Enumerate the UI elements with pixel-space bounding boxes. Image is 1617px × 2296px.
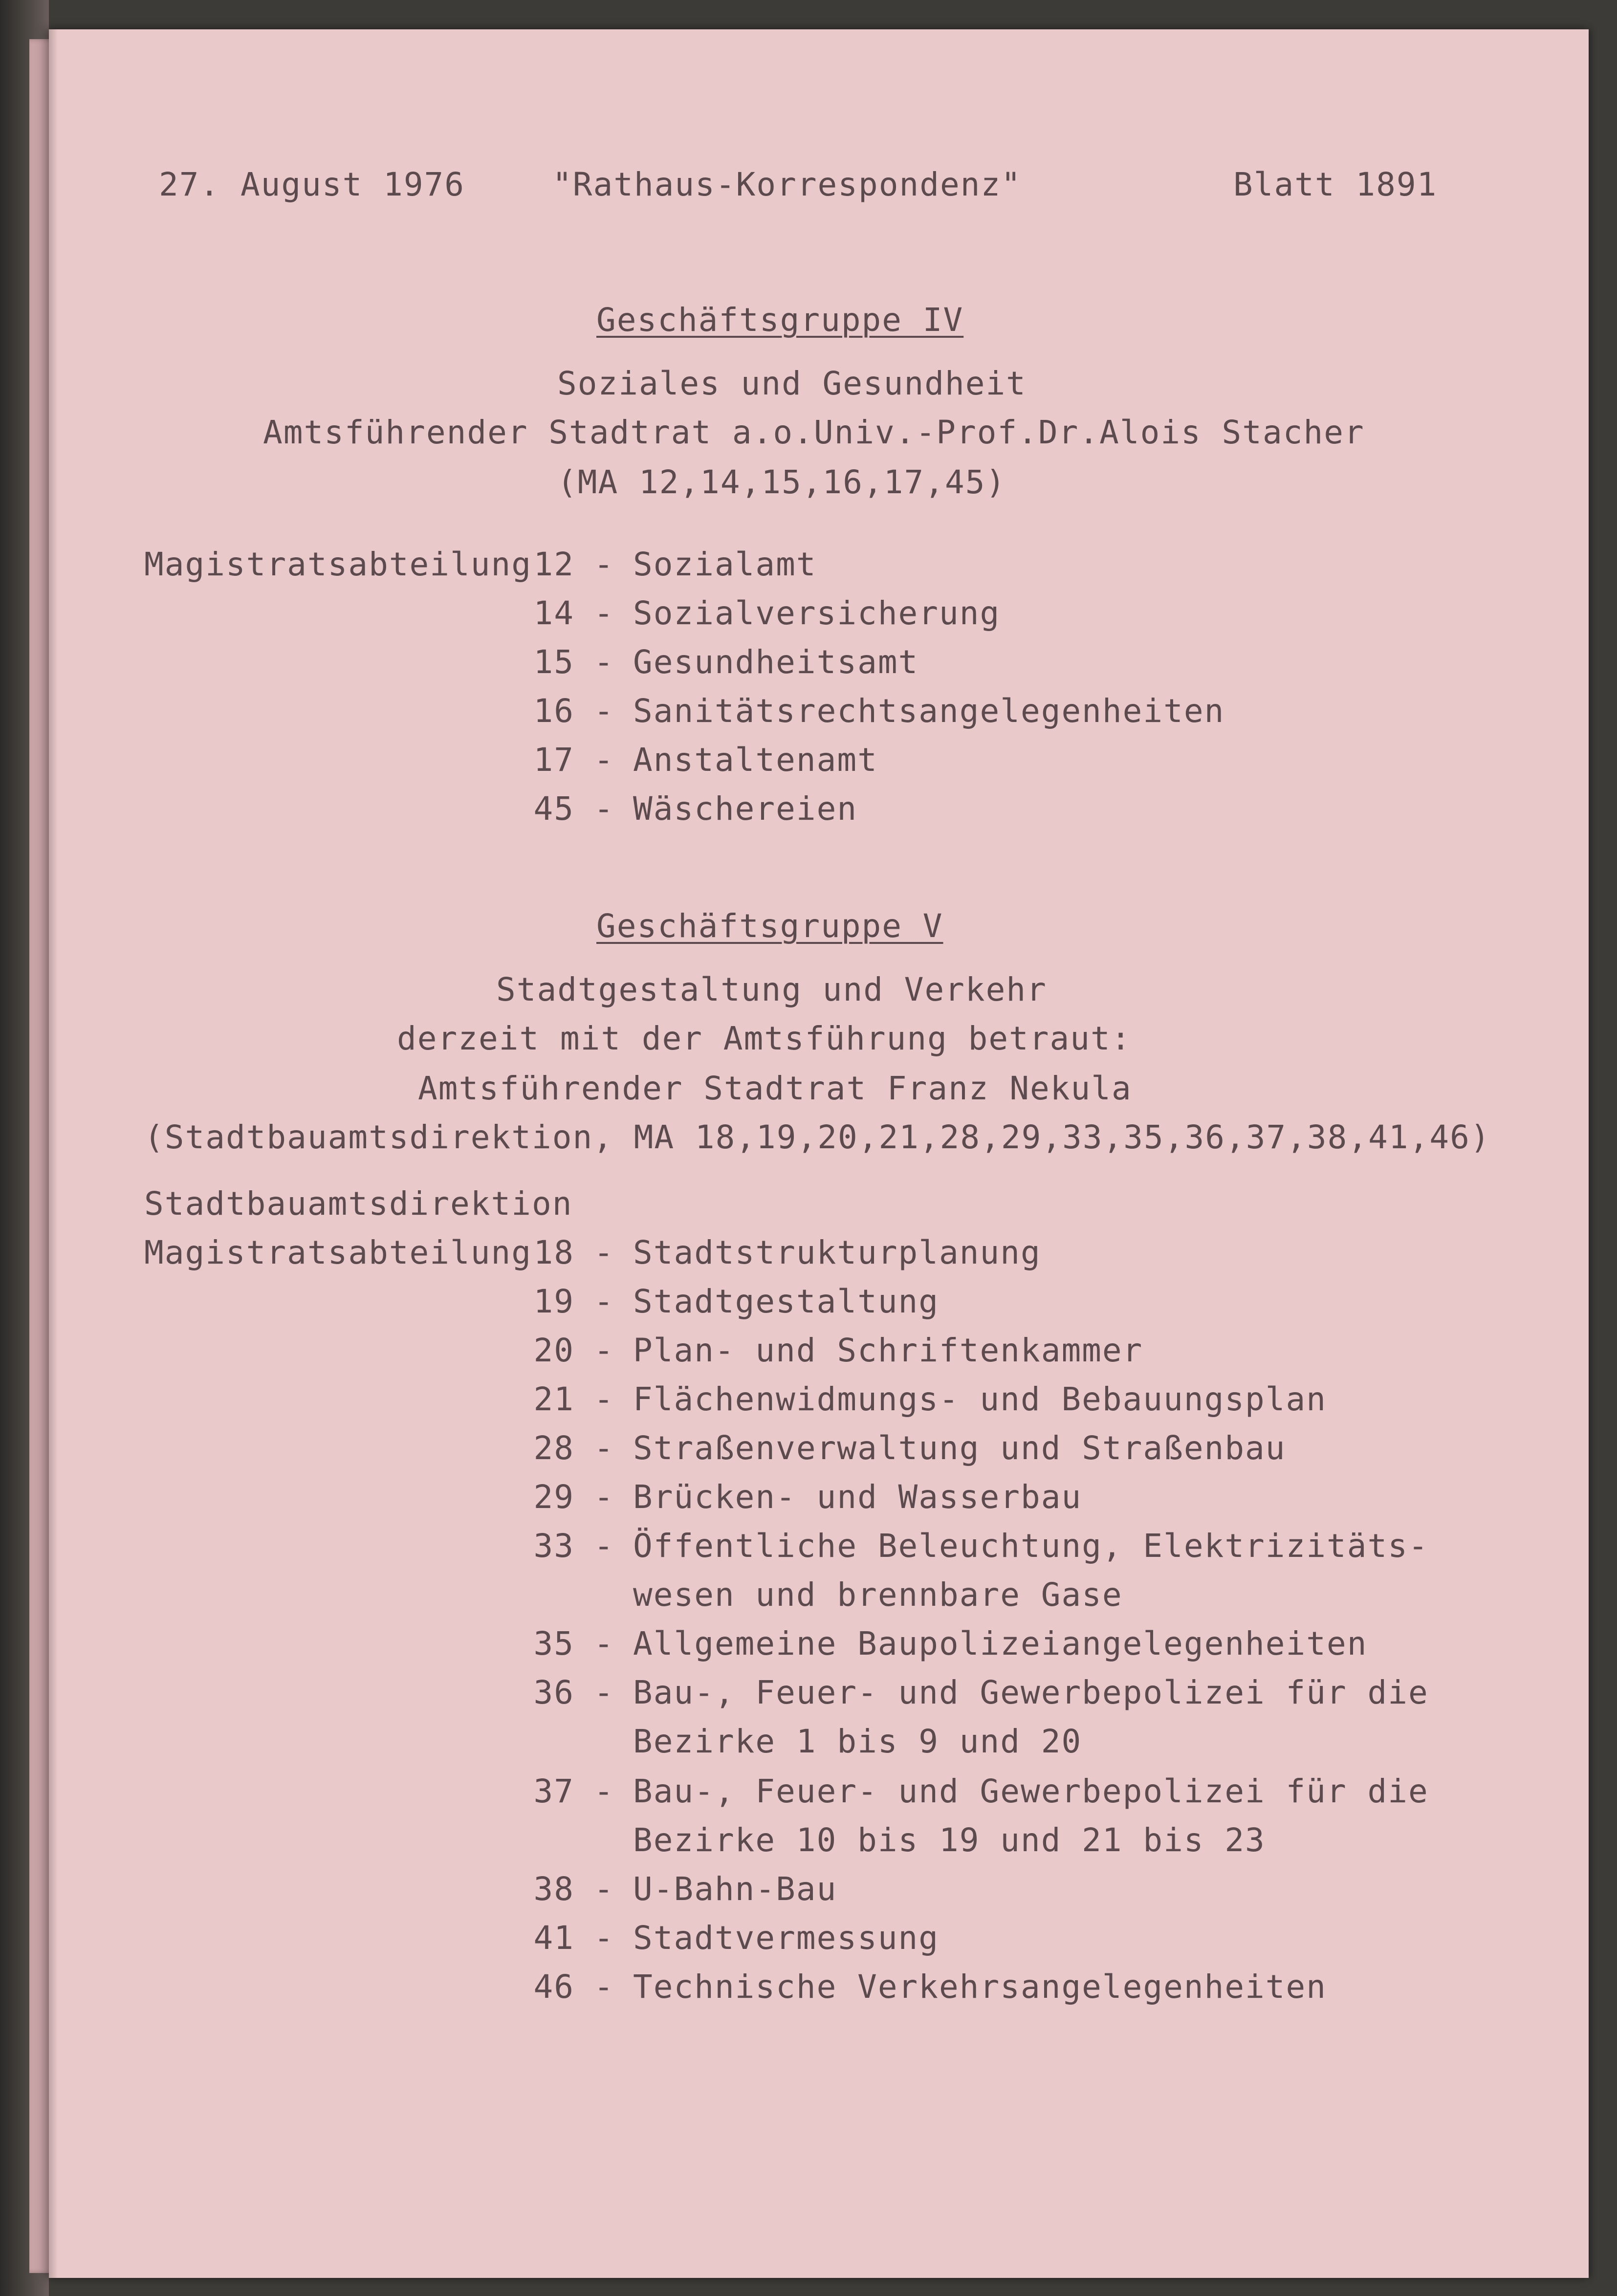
dept-dash: - bbox=[594, 1968, 614, 2006]
dept-number: 46 bbox=[533, 1968, 574, 2006]
group5-ma-list: (Stadtbauamtsdirektion, MA 18,19,20,21,28,29,33,35,36,37,38,41,46) bbox=[144, 1118, 1491, 1156]
dept-dash: - bbox=[594, 1478, 614, 1516]
dept-number: 29 bbox=[533, 1478, 574, 1516]
dept-name: Öffentliche Beleuchtung, Elektrizitäts- bbox=[633, 1527, 1429, 1565]
group4-title: Geschäftsgruppe IV bbox=[596, 301, 964, 339]
dept-number: 18 bbox=[533, 1234, 574, 1271]
dept-name: Stadtgestaltung bbox=[633, 1283, 940, 1320]
dept-dash: - bbox=[594, 1283, 614, 1320]
dept-name: Sozialversicherung bbox=[633, 594, 1001, 632]
dept-name: Stadtstrukturplanung bbox=[633, 1234, 1041, 1271]
dept-number: 17 bbox=[533, 741, 574, 779]
dept-name-continuation: Bezirke 10 bis 19 und 21 bis 23 bbox=[633, 1821, 1266, 1859]
dept-number: 15 bbox=[533, 643, 574, 681]
dept-dash: - bbox=[594, 1772, 614, 1810]
dept-name: Allgemeine Baupolizeiangelegenheiten bbox=[633, 1625, 1368, 1662]
group5-directorate: Stadtbauamtsdirektion bbox=[144, 1185, 573, 1223]
group5-title: Geschäftsgruppe V bbox=[596, 907, 943, 945]
dept-dash: - bbox=[594, 790, 614, 828]
dept-dash: - bbox=[594, 1919, 614, 1957]
dept-number: 21 bbox=[533, 1380, 574, 1418]
dept-name: Sozialamt bbox=[633, 546, 817, 583]
dept-number: 16 bbox=[533, 692, 574, 730]
dept-name: Stadtvermessung bbox=[633, 1919, 940, 1957]
group5-label: Magistratsabteilung bbox=[144, 1234, 532, 1271]
dept-number: 28 bbox=[533, 1429, 574, 1467]
header-sheet-number: Blatt 1891 bbox=[1233, 166, 1438, 203]
dept-name: Bau-, Feuer- und Gewerbepolizei für die bbox=[633, 1674, 1429, 1711]
header-publication: "Rathaus-Korrespondenz" bbox=[552, 166, 1022, 203]
dept-dash: - bbox=[594, 546, 614, 583]
dept-name: Brücken- und Wasserbau bbox=[633, 1478, 1082, 1516]
dept-name: Gesundheitsamt bbox=[633, 643, 919, 681]
page-shadow bbox=[49, 29, 58, 2278]
dept-dash: - bbox=[594, 1527, 614, 1565]
group4-subtitle: Soziales und Gesundheit bbox=[557, 365, 1027, 402]
dept-dash: - bbox=[594, 594, 614, 632]
dept-name-continuation: Bezirke 1 bis 9 und 20 bbox=[633, 1723, 1082, 1760]
dept-name: Straßenverwaltung und Straßenbau bbox=[633, 1429, 1286, 1467]
dept-name: Plan- und Schriftenkammer bbox=[633, 1332, 1143, 1369]
group4-head: Amtsführender Stadtrat a.o.Univ.-Prof.Dr.Alois Stacher bbox=[263, 414, 1365, 451]
group5-head: Amtsführender Stadtrat Franz Nekula bbox=[418, 1070, 1132, 1107]
dept-dash: - bbox=[594, 741, 614, 779]
dept-name: Technische Verkehrsangelegenheiten bbox=[633, 1968, 1327, 2006]
dept-dash: - bbox=[594, 1380, 614, 1418]
group4-label: Magistratsabteilung bbox=[144, 546, 532, 583]
dept-dash: - bbox=[594, 643, 614, 681]
dept-number: 45 bbox=[533, 790, 574, 828]
dept-name: Flächenwidmungs- und Bebauungsplan bbox=[633, 1380, 1327, 1418]
dept-name-continuation: wesen und brennbare Gase bbox=[633, 1576, 1123, 1614]
dept-number: 35 bbox=[533, 1625, 574, 1662]
dept-dash: - bbox=[594, 1870, 614, 1908]
dept-name: Sanitätsrechtsangelegenheiten bbox=[633, 692, 1225, 730]
dept-number: 20 bbox=[533, 1332, 574, 1369]
dept-dash: - bbox=[594, 692, 614, 730]
dept-dash: - bbox=[594, 1332, 614, 1369]
dept-number: 14 bbox=[533, 594, 574, 632]
group5-interim-note: derzeit mit der Amtsführung betraut: bbox=[397, 1020, 1132, 1057]
dept-number: 36 bbox=[533, 1674, 574, 1711]
dept-number: 37 bbox=[533, 1772, 574, 1810]
header-date: 27. August 1976 bbox=[159, 166, 465, 203]
dept-dash: - bbox=[594, 1429, 614, 1467]
dept-number: 41 bbox=[533, 1919, 574, 1957]
dept-dash: - bbox=[594, 1234, 614, 1271]
dept-number: 33 bbox=[533, 1527, 574, 1565]
group4-ma-list: (MA 12,14,15,16,17,45) bbox=[557, 463, 1006, 501]
dept-name: Wäschereien bbox=[633, 790, 858, 828]
dept-dash: - bbox=[594, 1625, 614, 1662]
dept-dash: - bbox=[594, 1674, 614, 1711]
dept-name: U-Bahn-Bau bbox=[633, 1870, 837, 1908]
dept-number: 38 bbox=[533, 1870, 574, 1908]
group5-subtitle: Stadtgestaltung und Verkehr bbox=[496, 971, 1047, 1008]
dept-number: 19 bbox=[533, 1283, 574, 1320]
dept-name: Bau-, Feuer- und Gewerbepolizei für die bbox=[633, 1772, 1429, 1810]
dept-number: 12 bbox=[533, 546, 574, 583]
dept-name: Anstaltenamt bbox=[633, 741, 878, 779]
